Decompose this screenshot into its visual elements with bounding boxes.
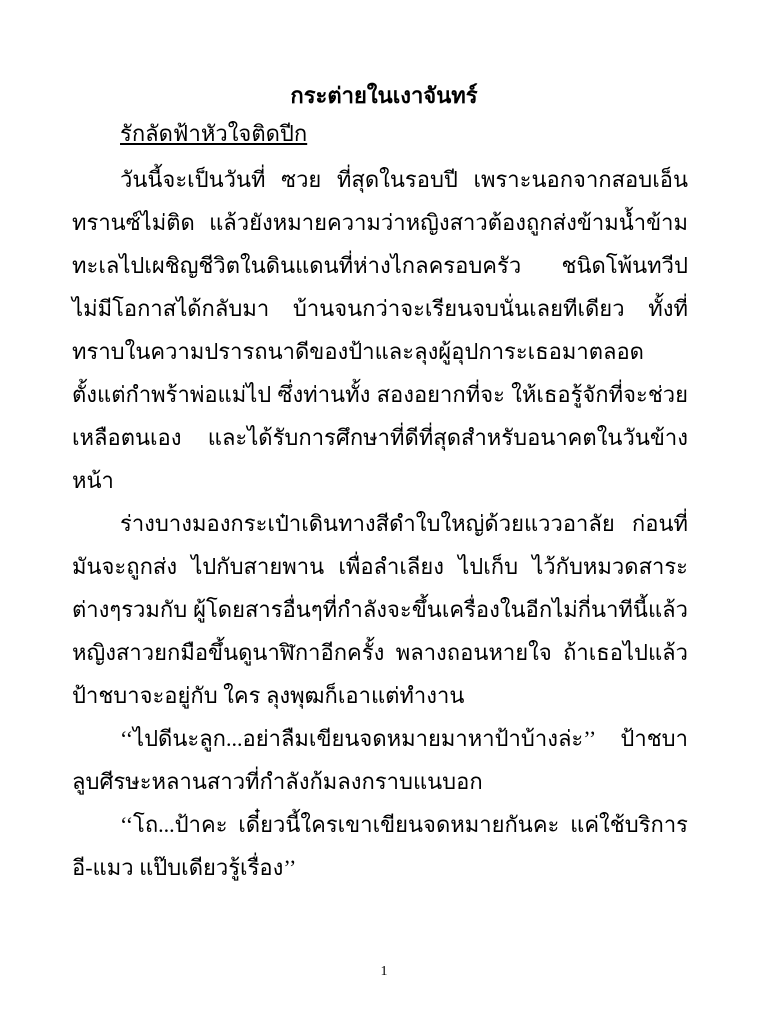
paragraph: ‘‘โถ...ป้าคะ เดี๋ยวนี้ใครเขาเขียนจดหมายกันคะ แค่ใช้บริการอี-แมว แป๊บเดียวรู้เรื่อง’’ xyxy=(72,812,688,880)
chapter-heading: รักลัดฟ้าหัวใจติดปีก xyxy=(120,121,308,146)
story-body xyxy=(72,158,688,889)
paragraph: ร่างบางมองกระเป๋าเดินทางสีดำใบใหญ่ด้วยแววอาลัย ก่อนที่มันจะถูกส่ง ไปกับสายพาน เพื่อลำเลียง ไปเก็บ ไว้กับหมวดสาระต่างๆรวมกับ ผู้โดยสารอื่นๆที่กำลังจะขึ้นเครื่องในอีกไม่กี่นาทีนี้แล้ว หญิงสาวยกมือขึ้นดูนาฬิกาอีกครั้ง พลางถอนหายใจ ถ้าเธอไปแล้วป้าชบาจะอยู่กับ ใคร ลุงพุฒก็เอาแต่ทำงาน xyxy=(72,511,688,708)
page-number: 1 xyxy=(380,964,388,979)
paragraph: วันนี้จะเป็นวันที่ ซวย ที่สุดในรอบปี เพราะนอกจากสอบเอ็นทรานซ์ไม่ติด แล้วยังหมายความว่าหญิงสาวต้องถูกส่งข้ามน้ำข้ามทะเลไปเผชิญชีวิตในดินแดนที่ห่างไกลครอบครัว ชนิดโพ้นทวีปไม่มีโอกาสได้กลับมา บ้านจนกว่าจะเรียนจบนั่นเลยทีเดียว ทั้งที่ทราบในความปรารถนาดีของป้าและลุงผู้อุปการะเธอมาตลอดตั้งแต่กำพร้าพ่อแม่ไป ซึ่งท่านทั้ง สองอยากที่จะ ให้เธอรู้จักที่จะช่วยเหลือตนเอง และได้รับการศึกษาที่ดีที่สุดสำหรับอนาคตในวันข้างหน้า xyxy=(72,167,688,493)
paragraph: ‘‘ไปดีนะลูก...อย่าลืมเขียนจดหมายมาหาป้าบ้างล่ะ’’ ป้าชบาลูบศีรษะหลานสาวที่กำลังก้มลงกราบแนบอก xyxy=(72,726,688,794)
document-title: กระต่ายในเงาจันทร์ xyxy=(290,83,478,108)
